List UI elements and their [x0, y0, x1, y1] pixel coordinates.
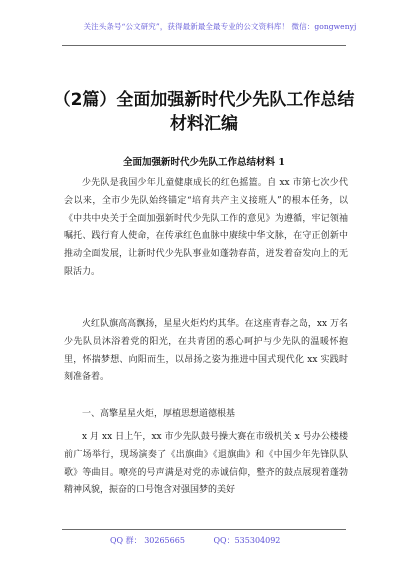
section-heading: 全面加强新时代少先队工作总结材料 1: [123, 157, 285, 168]
document-title-line-1: （2篇）全面加强新时代少先队工作总结: [53, 90, 355, 110]
header-banner: 关注头条号“公文研究”，获得最新最全最专业的公文资料库！ 微信：gongwenyj: [83, 22, 357, 31]
footer-contact: [110, 535, 310, 546]
document-title-line-2: 材料汇编: [170, 114, 238, 134]
footer-divider: [62, 529, 346, 530]
footer-qq: QQ：535304092: [213, 536, 281, 545]
paragraph-3: x 月 xx 日上午，xx 市少先队鼓号操大赛在市级机关 x 号办公楼楼前广场举行，现场演奏了《出旗曲》《退旗曲》和《中国少年先锋队队歌》等曲目。嘹亮的号声满是对党的赤诚信仰，整齐的鼓点展现着蓬勃精神风貌，振奋的口号饱含对强国梦的美好: [64, 432, 348, 496]
paragraph-2: 火红队旗高高飘扬，星星火炬灼灼其华。在这座青春之岛，xx 万名少先队员沐浴着党的阳光，在共青团的悉心呵护与少先队的温暖怀抱里，怀揣梦想、向阳而生，以昂扬之姿为推进中国式现代化 xx 实践时刻准备着。: [64, 319, 348, 383]
header-divider: [62, 45, 346, 46]
document-title: [40, 88, 368, 136]
footer-qq-group: QQ 群： 30265665: [110, 536, 185, 545]
paragraph-1: 少先队是我国少年儿童健康成长的红色摇篮。自 xx 市第七次少代会以来，全市少先队始终锚定“培育共产主义接班人”的根本任务，以《中共中央关于全面加强新时代少先队工作的意见》为遵循，牢记领袖嘱托、践行育人使命，在传承红色血脉中赓续中华文脉，在守正创新中推动全面发展，让新时代少先队事业如蓬勃春苗，迸发着奋发向上的无限活力。: [64, 178, 348, 277]
subheading-1: 一、高擎星星火炬，厚植思想道德根基: [82, 409, 236, 419]
